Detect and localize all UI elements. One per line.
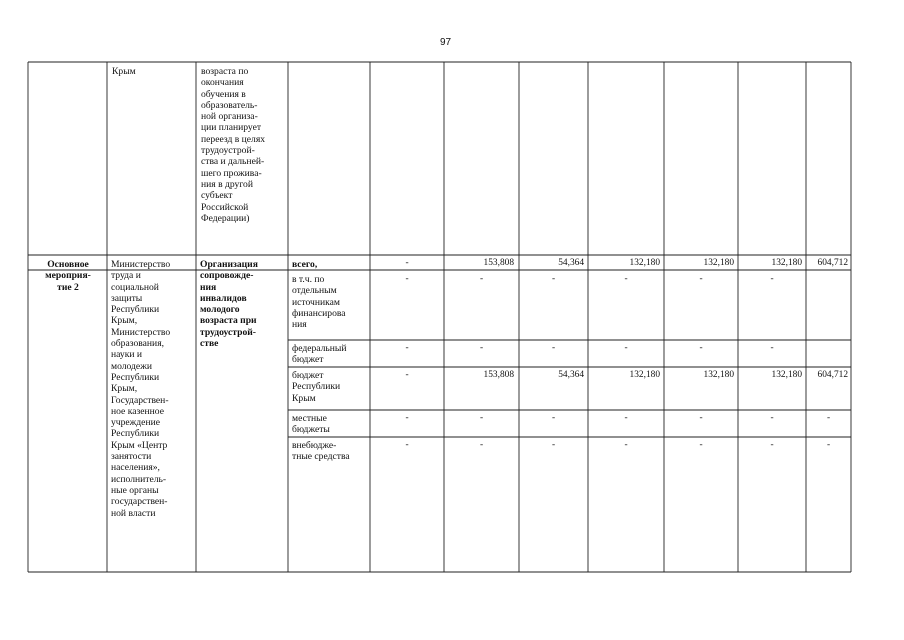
value-cell: - <box>624 440 628 450</box>
value-cell: - <box>551 343 556 353</box>
value-cell: - <box>551 440 556 450</box>
value-cell: - <box>624 274 628 284</box>
event-name-cell: Организация сопровожде- ния инвалидов молодого возраста при трудоустрой- стве <box>200 259 258 350</box>
page-number: 97 <box>440 37 452 48</box>
value-cell: 132,180 <box>629 258 660 268</box>
source-cell: в т.ч. по отдельным источникам финансирова ния <box>292 274 346 331</box>
value-cell: - <box>405 343 409 353</box>
value-cell: - <box>770 440 774 450</box>
value-cell: - <box>699 274 703 284</box>
responsible-cell: Министерство труда и социальной защиты Республики Крым, Министерство образования, науки и молодежи Республики Крым, Государствен- ное казенное учреждение Республики Крым «Центр занятости населения», исполнитель- ные органы государствен- ной власти <box>111 259 171 519</box>
value-cell: - <box>405 370 409 380</box>
top-event-description-cell: возраста по окончания обучения в образователь- ной организа- ции планирует переезд в целях трудоустрой- ства и дальней- шего прожива- ния в другой субъект Российской Федерации) <box>201 66 266 224</box>
value-cell: - <box>699 440 703 450</box>
source-cell: внебюдже- тные средства <box>292 440 350 463</box>
source-cell: местные бюджеты <box>292 413 330 436</box>
value-cell: 132,180 <box>703 370 734 380</box>
value-cell: - <box>551 413 556 423</box>
value-cell: - <box>770 413 774 423</box>
value-cell: - <box>699 343 703 353</box>
value-cell: - <box>770 274 774 284</box>
value-cell: 54,364 <box>558 258 584 268</box>
value-cell: 604,712 <box>817 258 848 268</box>
value-cell: - <box>405 274 409 284</box>
value-cell: - <box>479 274 484 284</box>
value-cell: - <box>770 343 774 353</box>
value-cell: 153,808 <box>483 258 514 268</box>
value-cell: 54,364 <box>558 370 584 380</box>
value-cell: - <box>624 413 628 423</box>
value-cell: 153,808 <box>483 370 514 380</box>
value-cell: 132,180 <box>771 258 802 268</box>
value-cell: - <box>479 440 484 450</box>
value-cell: - <box>479 343 484 353</box>
source-cell: всего, <box>292 259 318 270</box>
value-cell: - <box>624 343 628 353</box>
value-cell: - <box>551 274 556 284</box>
value-cell: - <box>826 440 831 450</box>
value-cell: - <box>405 440 409 450</box>
value-cell: 132,180 <box>771 370 802 380</box>
source-cell: бюджет Республики Крым <box>292 370 341 404</box>
value-cell: - <box>405 413 409 423</box>
source-cell: федеральный бюджет <box>292 343 347 366</box>
value-cell: 132,180 <box>629 370 660 380</box>
top-responsible-cell: Крым <box>112 66 136 77</box>
value-cell: - <box>826 413 831 423</box>
value-cell: - <box>479 413 484 423</box>
value-cell: 604,712 <box>817 370 848 380</box>
value-cell: - <box>699 413 703 423</box>
value-cell: - <box>405 258 409 268</box>
event-label-cell: Основное мероприя- тие 2 <box>45 259 91 293</box>
value-cell: 132,180 <box>703 258 734 268</box>
